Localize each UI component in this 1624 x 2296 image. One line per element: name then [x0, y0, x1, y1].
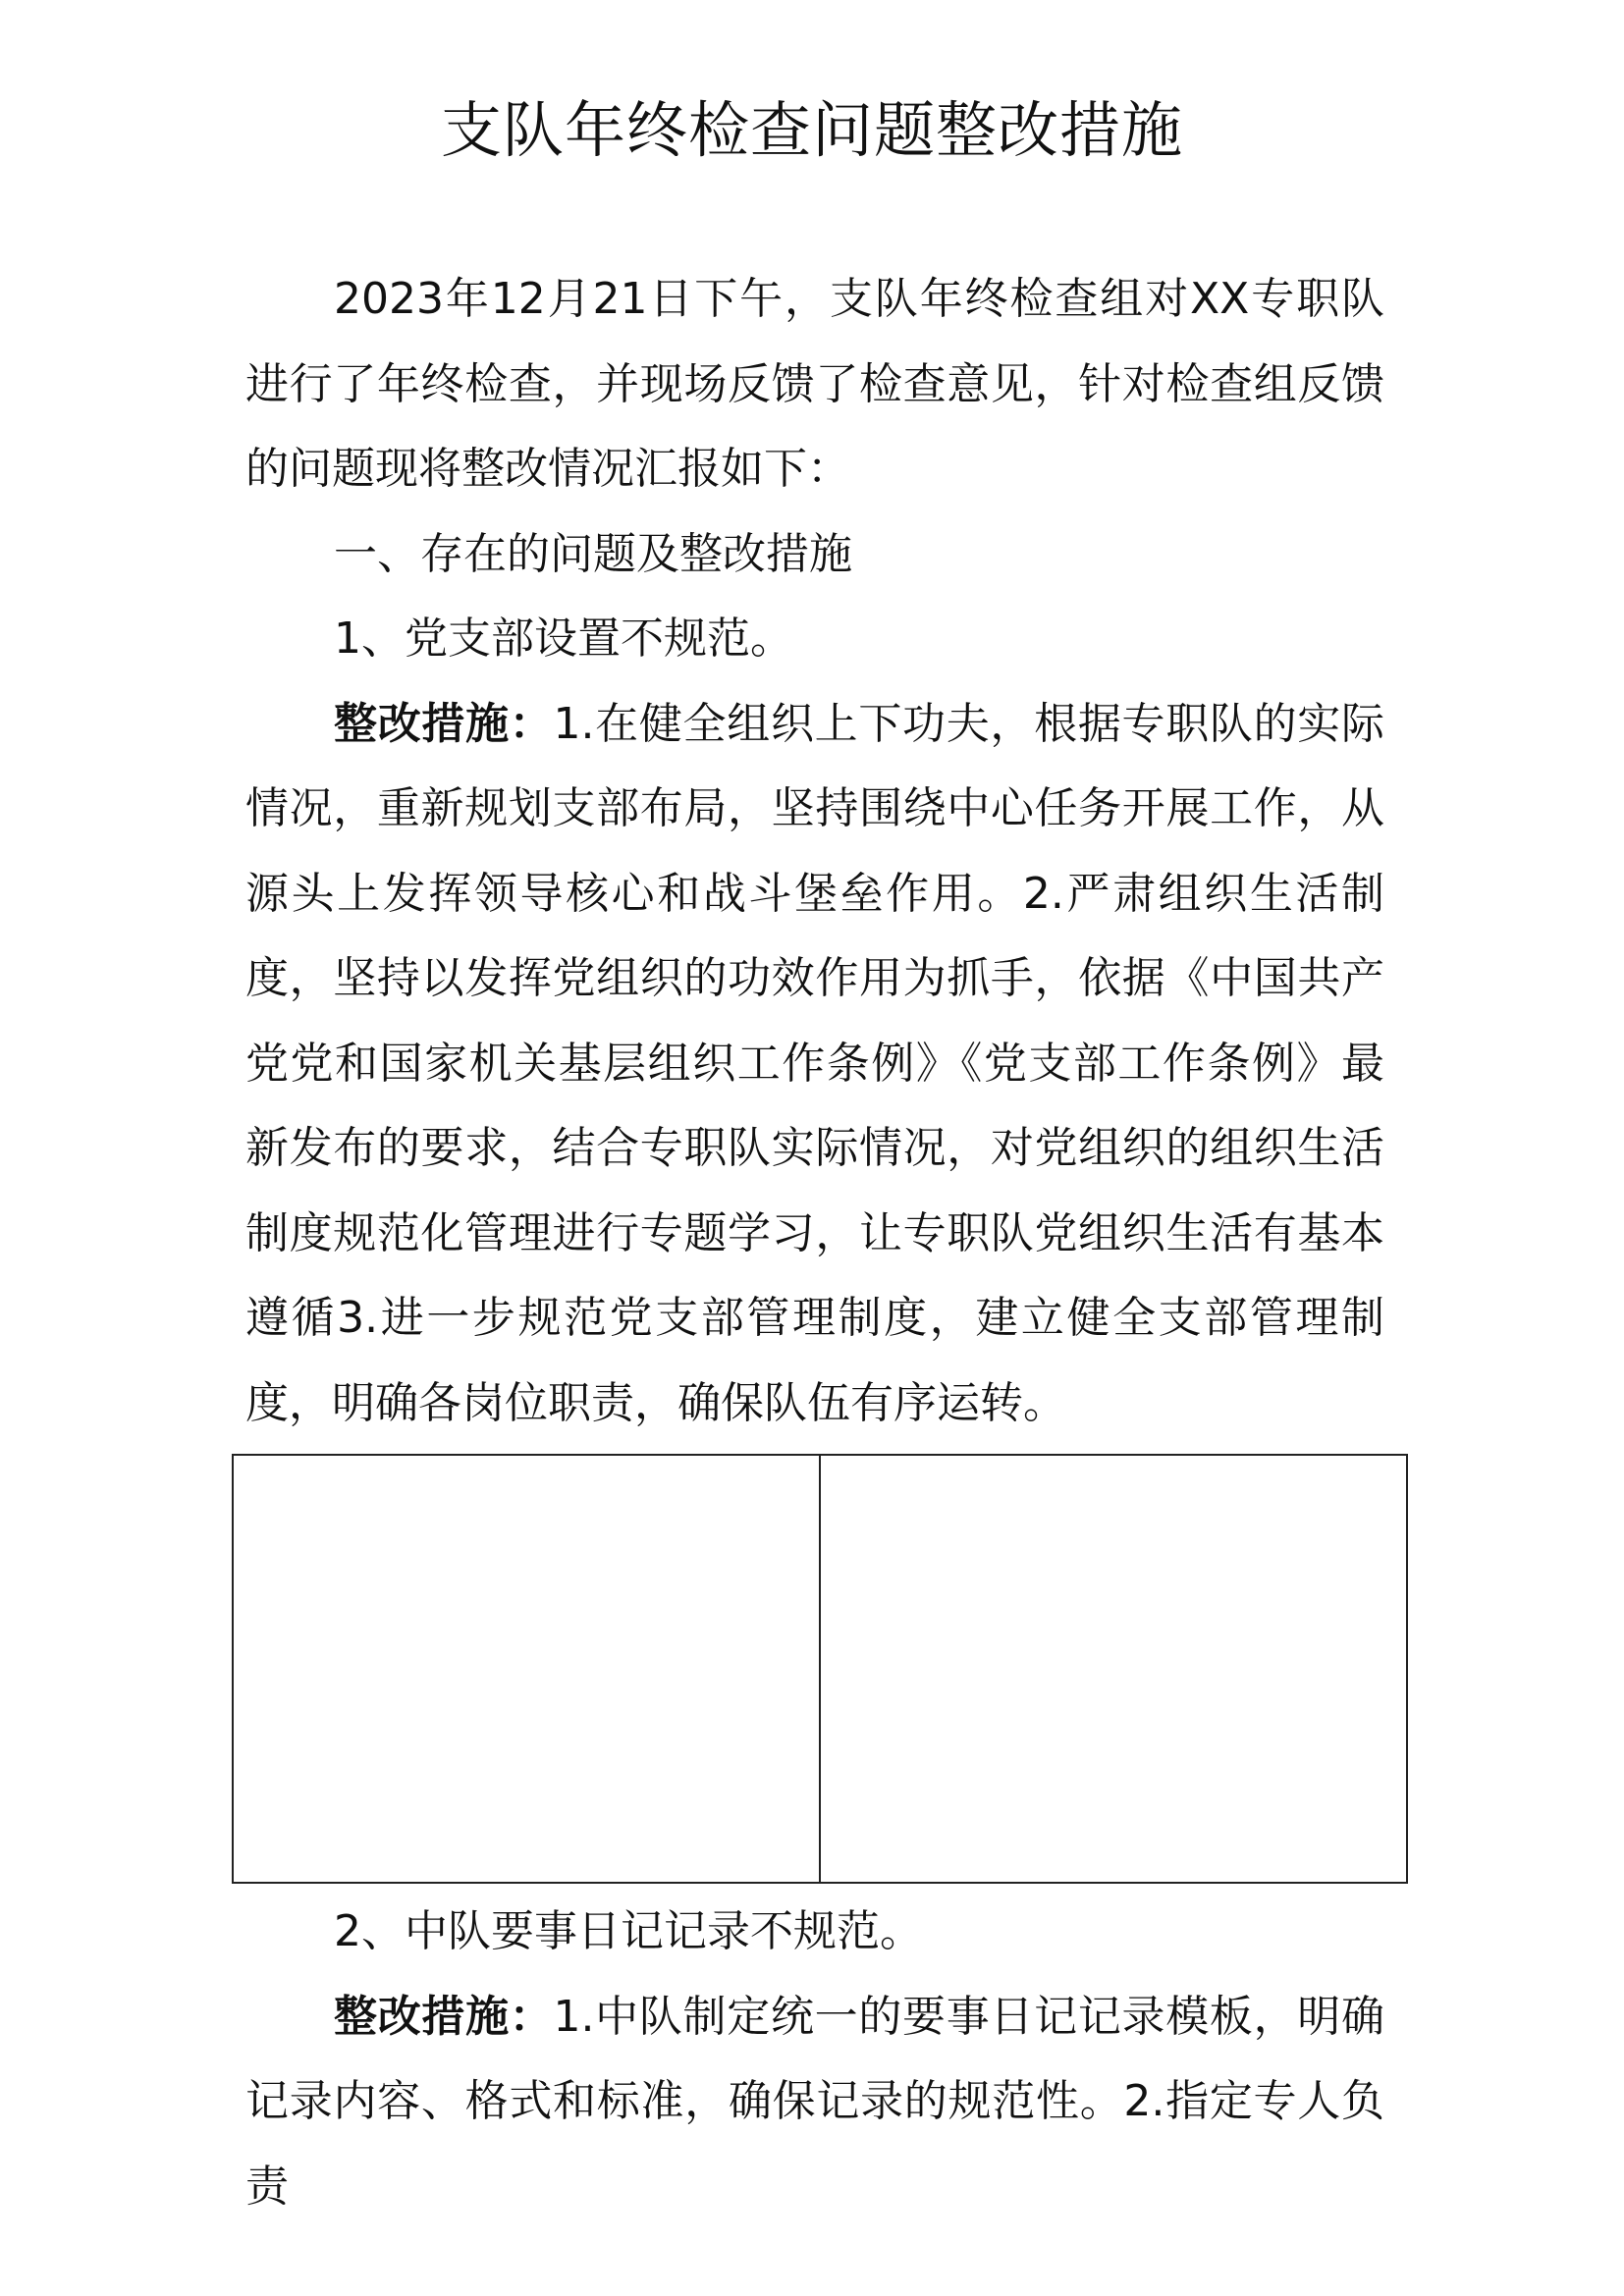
measure-2-paragraph: [245, 1975, 1384, 2230]
measure-2-label: 整改措施：: [334, 1991, 554, 2042]
issue-2: 2、中队要事日记记录不规范。: [334, 1906, 923, 1956]
photo-cell-left: [234, 1456, 821, 1882]
intro-paragraph: 2023年12月21日下午，支队年终检查组对XX专职队进行了年终检查，并现场反馈了检查意见，针对检查组反馈的问题现将整改情况汇报如下：: [245, 274, 1384, 494]
photo-table: [232, 1454, 1408, 1884]
issue-1: 1、党支部设置不规范。: [334, 614, 793, 664]
measure-2-text: 1.中队制定统一的要事日记记录模板，明确记录内容、格式和标准，确保记录的规范性。2.指定专人负责: [245, 1991, 1384, 2212]
section-heading: 一、存在的问题及整改措施: [334, 528, 852, 579]
measure-1-label: 整改措施：: [334, 698, 554, 749]
measure-1-paragraph: [245, 682, 1384, 1447]
document-body-continued: [245, 1890, 1384, 2229]
measure-1-text: 1.在健全组织上下功夫，根据专职队的实际情况，重新规划支部布局，坚持围绕中心任务开展工作，从源头上发挥领导核心和战斗堡垒作用。2.严肃组织生活制度，坚持以发挥党组织的功效作用为抓手，依据《中国共产党党和国家机关基层组织工作条例》《党支部工作条例》最新发布的要求，结合专职队实际情况，对党组织的组织生活制度规范化管理进行专题学习，让专职队党组织生活有基本遵循3.进一步规范党支部管理制度，建立健全支部管理制度，明确各岗位职责，确保队伍有序运转。: [245, 698, 1384, 1428]
photo-cell-right: [821, 1456, 1406, 1882]
document-title: 支队年终检查问题整改措施: [440, 94, 1183, 166]
document-body: [245, 257, 1384, 1446]
